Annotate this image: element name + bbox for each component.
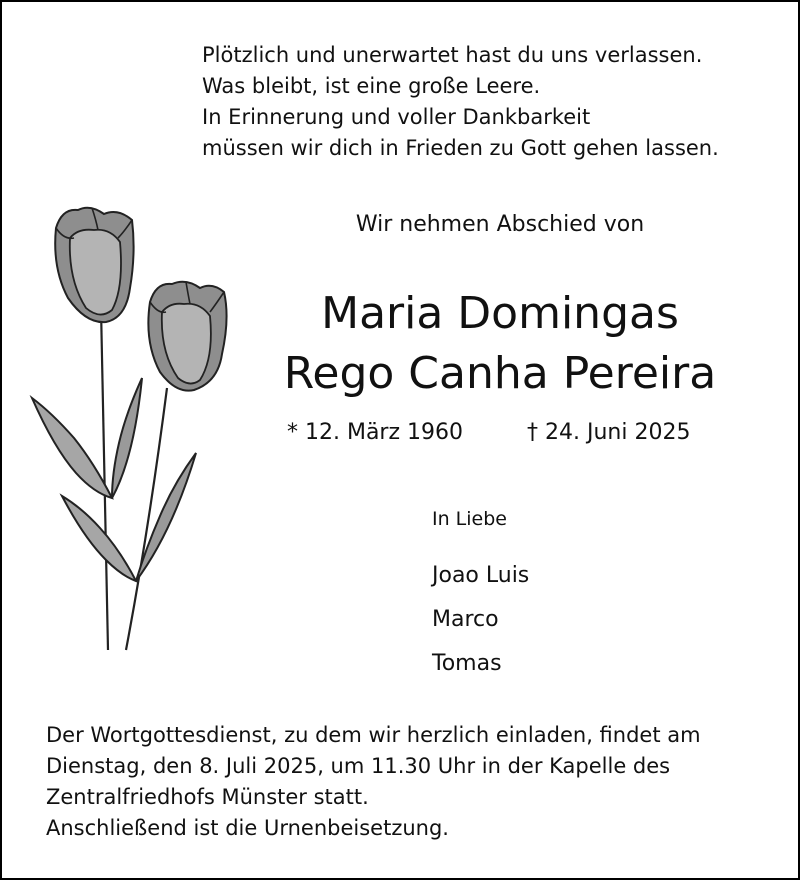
- poem-line: Was bleibt, ist eine große Leere.: [202, 74, 541, 98]
- birth-date: * 12. März 1960: [287, 420, 464, 445]
- poem: [202, 40, 719, 164]
- poem-line: müssen wir dich in Frieden zu Gott gehen lassen.: [202, 136, 719, 160]
- service-line: Anschließend ist die Urnenbeisetzung.: [46, 816, 449, 840]
- deceased-name-line: Maria Domingas: [321, 288, 679, 339]
- mourner-name: Marco: [432, 607, 499, 632]
- service-line: Dienstag, den 8. Juli 2025, um 11.30 Uhr in der Kapelle des: [46, 754, 671, 778]
- tulips-illustration: [24, 198, 234, 658]
- poem-line: Plötzlich und unerwartet hast du uns verlassen.: [202, 43, 703, 67]
- deceased-name: [202, 284, 798, 404]
- service-line: Zentralfriedhofs Münster statt.: [46, 785, 369, 809]
- service-line: Der Wortgottesdienst, zu dem wir herzlich einladen, findet am: [46, 723, 701, 747]
- farewell-intro: Wir nehmen Abschied von: [355, 212, 645, 237]
- service-info: [46, 720, 701, 844]
- mourner-name: Tomas: [432, 651, 502, 676]
- mourners-list: [432, 554, 529, 686]
- mourner-name: Joao Luis: [432, 563, 530, 588]
- deceased-name-line: Rego Canha Pereira: [283, 348, 717, 399]
- death-date: † 24. Juni 2025: [527, 420, 691, 445]
- poem-line: In Erinnerung und voller Dankbarkeit: [202, 105, 591, 129]
- closing-phrase: In Liebe: [432, 508, 507, 530]
